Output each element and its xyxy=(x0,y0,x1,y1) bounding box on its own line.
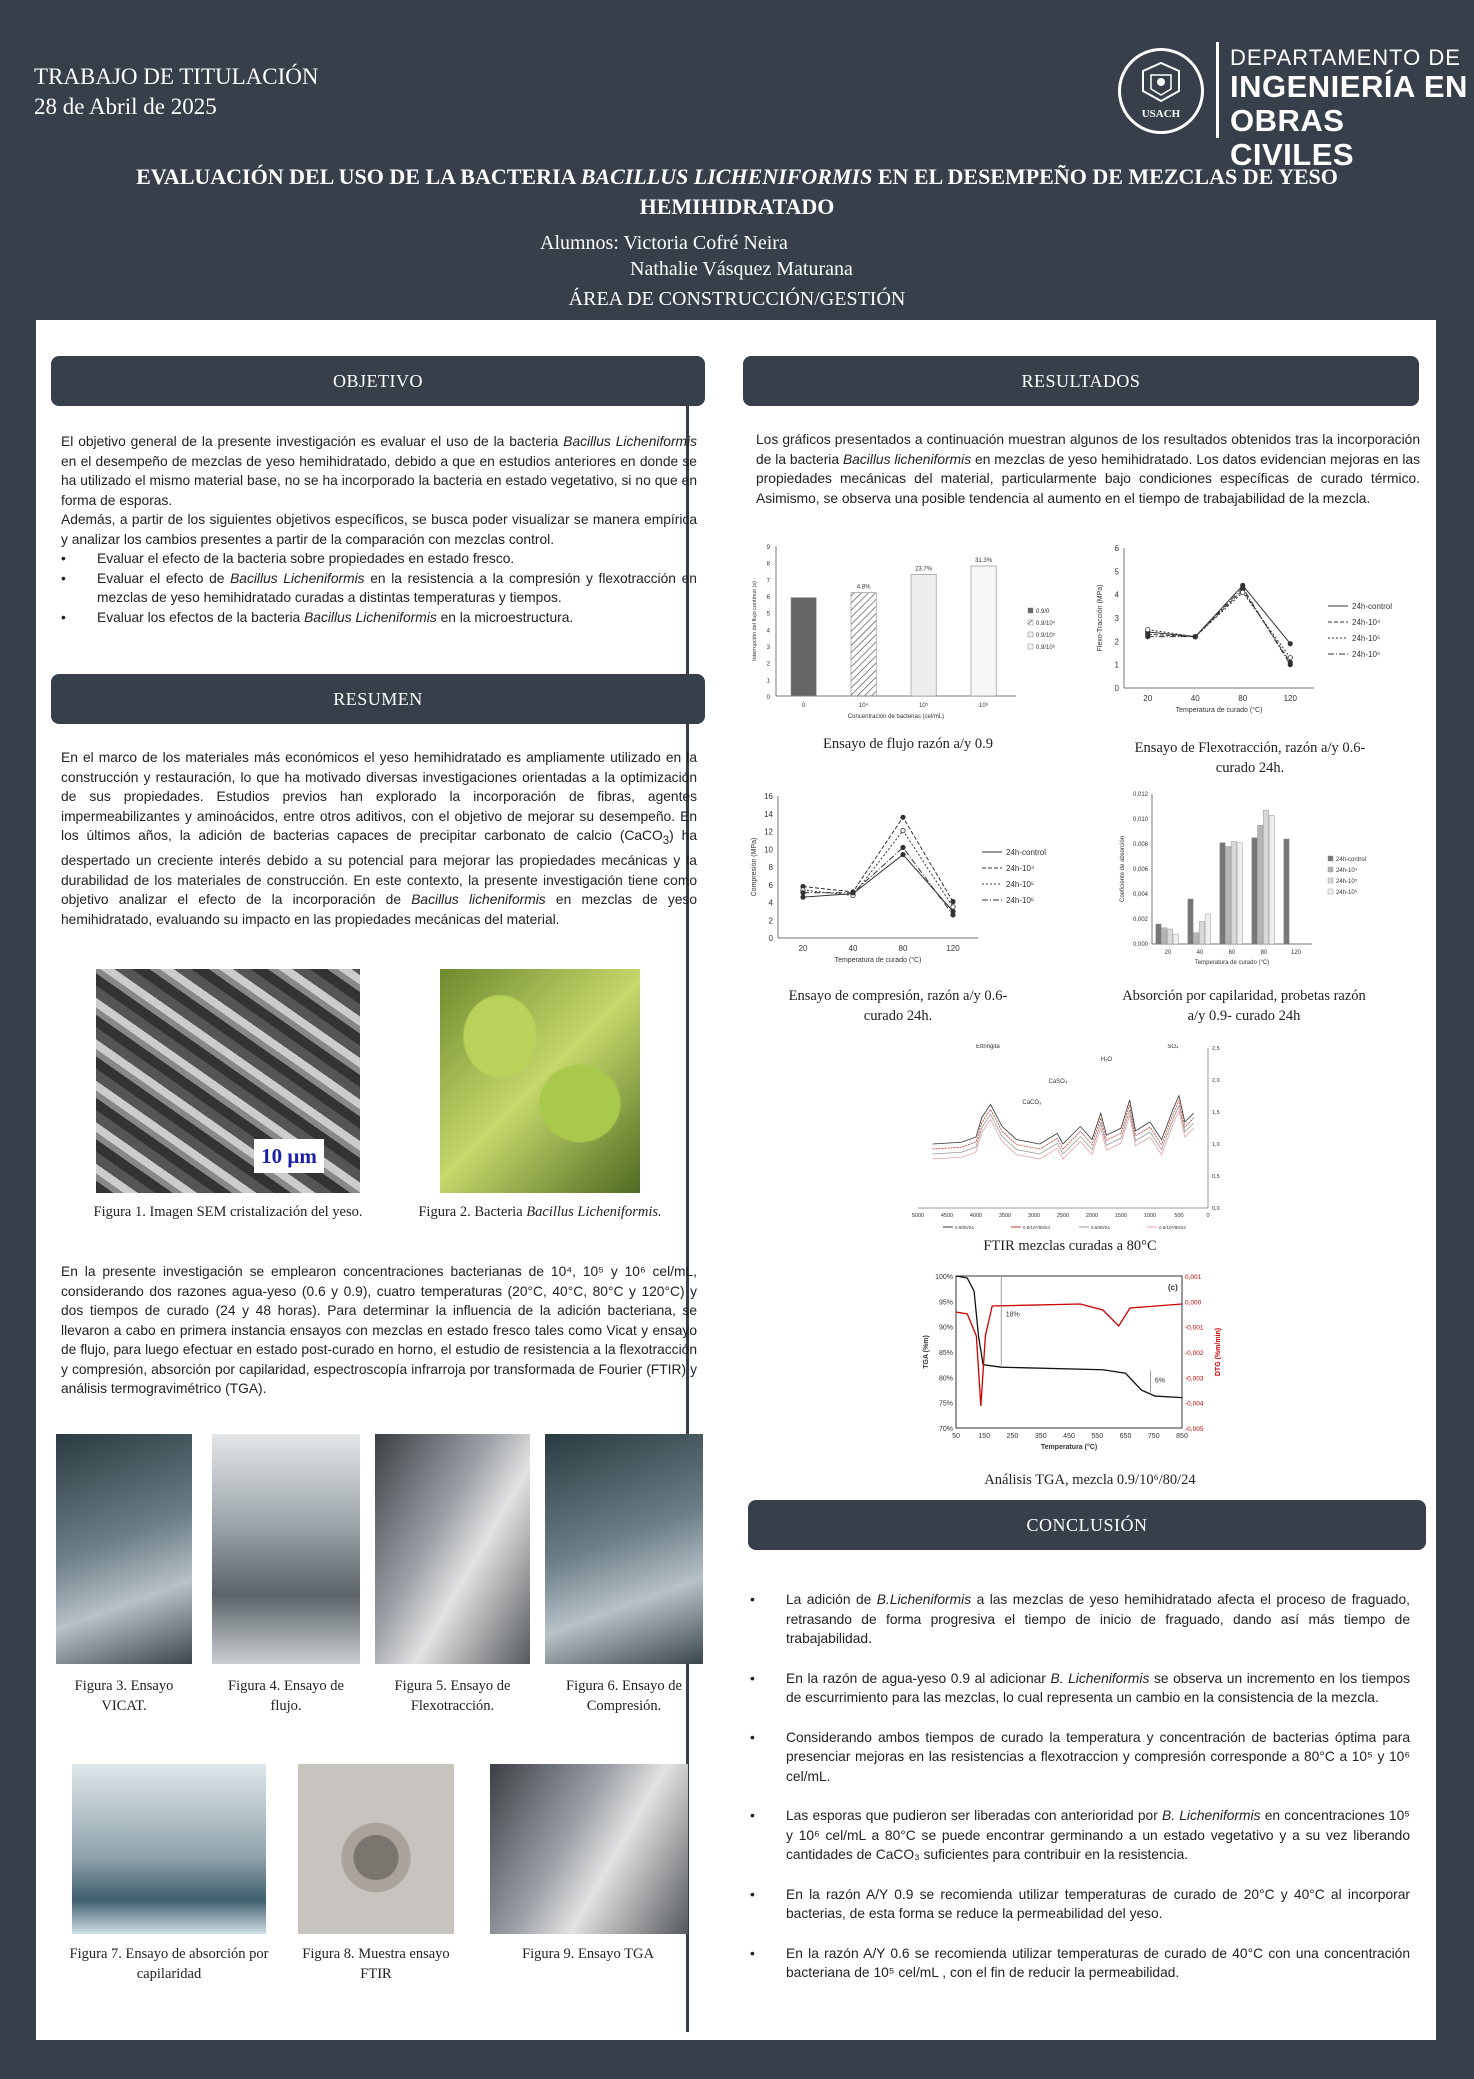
fig5-caption: Figura 5. Ensayo de Flexotracción. xyxy=(394,1678,511,1714)
ch-comp-ytick: 2 xyxy=(768,916,773,926)
ch-comp-ytick: 14 xyxy=(764,809,773,819)
ftir-legend-label: 0.6/10⁶/80/24 xyxy=(1159,1225,1186,1230)
flow-chart xyxy=(746,538,1062,722)
fig4-caption: Figura 4. Ensayo de flujo. xyxy=(228,1678,344,1714)
flow-bar xyxy=(971,566,996,696)
flow-legend-label: 0.9/10⁵ xyxy=(1036,633,1056,639)
abs-xtick: 20 xyxy=(1164,950,1172,956)
tga-ytick: 95% xyxy=(938,1299,953,1307)
resumen-methods-text: En la presente investigación se emplearon concentraciones bacterianas de 10⁴, 10⁵ y 10⁶ cel/mL, considerando dos razones agua-yeso (0.6 y 0.9), cuatro temperaturas (20°C, 40°C, 80°C y 120°C) y dos tiempos de curado (24 y 48 horas). Para determinar la influencia de la adición bacteriana, se llevaron a cabo en primera instancia ensayos con mezclas en estado fresco tales como Vicat y ensayo de flujo, para luego efectuar en estado post-curado en horno, el estudio de resistencia a la flexotracción y compresión, absorción por capilaridad, espectroscopía infrarroja por transformada de Fourier (FTIR) y análisis termogravimétrico (TGA). xyxy=(61,1264,697,1396)
ftir-xtick: 0 xyxy=(1206,1213,1210,1219)
poster-title xyxy=(60,162,1414,222)
ch-flexo-legend-label: 24h-10⁵ xyxy=(1352,634,1381,643)
ch-comp-ytick: 12 xyxy=(764,827,773,837)
tga-y2tick: 0,001 xyxy=(1185,1274,1202,1281)
compression-chart-caption: Ensayo de compresión, razón a/y 0.6-curado 24h. xyxy=(788,988,1008,1024)
student-1: Victoria Cofré Neira xyxy=(623,232,788,254)
seal-text: USACH xyxy=(1141,108,1181,120)
tga-chart-caption: Análisis TGA, mezcla 0.9/10⁶/80/24 xyxy=(984,1472,1196,1488)
tga-xtick: 850 xyxy=(1176,1433,1188,1440)
conclusion-1a: La adición de xyxy=(786,1592,877,1607)
fig2-caption xyxy=(400,1202,680,1222)
ch-flexo-series-line xyxy=(1148,592,1291,657)
objetivo-item-2b: Bacillus Licheniformis xyxy=(230,570,365,586)
resultados-heading: RESULTADOS xyxy=(743,356,1419,406)
ftir-annotation: H₂O xyxy=(1100,1056,1113,1063)
ch-comp-xtick: 20 xyxy=(798,944,808,953)
ftir-xtick: 5000 xyxy=(911,1213,925,1219)
ftir-series-line xyxy=(933,1096,1194,1144)
abs-ytick: 0,010 xyxy=(1132,817,1148,823)
conclusion-list xyxy=(750,1590,1410,1983)
ch-comp-ylabel: Compresión (MPa) xyxy=(751,837,758,897)
flow-xtick: 10⁴ xyxy=(858,703,869,709)
ch-flexo-xtick: 80 xyxy=(1238,694,1248,703)
tga-ylabel: TGA (%m) xyxy=(923,1335,930,1369)
ch-flexo-legend-label: 24h-10⁴ xyxy=(1352,618,1381,627)
abs-xtick: 60 xyxy=(1228,950,1236,956)
conclusion-text xyxy=(750,1590,1410,1983)
objetivo-text xyxy=(61,432,697,627)
abs-bar xyxy=(1220,843,1225,944)
ch-comp-legend-label: 24h-control xyxy=(1006,848,1047,857)
tga-xtick: 550 xyxy=(1091,1433,1104,1440)
ch-flexo-point xyxy=(1288,662,1292,666)
ftir-xtick: 500 xyxy=(1174,1213,1184,1219)
objetivo-p2: Además, a partir de los siguientes objetivos específicos, se busca poder visualizar se manera empírica y analizar los cambios presentes a partir de la comparación con mezclas control. xyxy=(61,512,697,547)
ch-flexo-point xyxy=(1288,655,1292,659)
ch-flexo-point xyxy=(1241,585,1245,589)
abs-legend-swatch xyxy=(1328,856,1333,861)
flow-bar xyxy=(911,574,936,696)
ch-comp-point xyxy=(951,899,955,903)
ch-comp-xtick: 40 xyxy=(848,944,858,953)
flow-data-label: 4.8% xyxy=(856,584,871,591)
objetivo-item-3b: Bacillus Licheniformis xyxy=(304,609,437,625)
flexo-test-photo xyxy=(375,1434,530,1664)
abs-bar xyxy=(1167,929,1172,944)
logo-line-1: DEPARTAMENTO DE xyxy=(1230,45,1461,70)
flow-chart-caption: Ensayo de flujo razón a/y 0.9 xyxy=(823,736,993,752)
ch-comp-point xyxy=(851,891,855,895)
flow-xtick: 0 xyxy=(801,703,806,709)
thesis-label: TRABAJO DE TITULACIÓN xyxy=(34,64,319,89)
fig1-caption: Figura 1. Imagen SEM cristalización del yeso. xyxy=(93,1204,363,1220)
ch-flexo-ytick: 1 xyxy=(1114,660,1119,670)
abs-bar xyxy=(1162,928,1167,944)
objetivo-heading: OBJETIVO xyxy=(51,356,705,406)
ftir-sample-photo xyxy=(298,1764,454,1934)
ch-comp-legend-label: 24h-10⁵ xyxy=(1006,880,1035,889)
ch-flexo-xtick: 120 xyxy=(1283,694,1297,703)
conclusion-item-6: • En la razón A/Y 0.6 se recomienda utilizar temperaturas de curado de 40°C con una concentración bacteriana de 10⁵ cel/mL , con el fin de reducir la permeabilidad. xyxy=(750,1944,1410,1983)
ch-flexo-ylabel: Flexo-Tracción (MPa) xyxy=(1097,584,1104,652)
ch-comp-point xyxy=(901,815,905,819)
date-label: 28 de Abril de 2025 xyxy=(34,94,217,119)
abs-bar xyxy=(1188,899,1193,944)
abs-ytick: 0,012 xyxy=(1132,792,1148,798)
resultados-text xyxy=(756,430,1420,508)
objetivo-p1b: Bacillus Licheniformis xyxy=(563,434,698,449)
abs-legend-label: 24h-10⁵ xyxy=(1336,879,1358,885)
ch-flexo-series-line xyxy=(1148,588,1291,665)
ftir-xtick: 2000 xyxy=(1085,1213,1099,1219)
abs-legend-swatch xyxy=(1328,889,1333,894)
flow-xlabel: Concentración de bacterias (cel/mL) xyxy=(847,714,945,720)
flow-bar xyxy=(791,598,816,696)
area-label: ÁREA DE CONSTRUCCIÓN/GESTIÓN xyxy=(568,288,906,310)
flow-ytick: 9 xyxy=(766,545,770,551)
abs-legend-swatch xyxy=(1328,878,1333,883)
tga-y2tick: -0,001 xyxy=(1185,1324,1204,1332)
ch-comp-xtick: 120 xyxy=(946,944,960,953)
flow-test-photo xyxy=(212,1434,360,1664)
ch-comp-ytick: 0 xyxy=(768,934,773,943)
abs-ytick: 0,008 xyxy=(1132,842,1148,848)
student-2: Nathalie Vásquez Maturana xyxy=(630,258,853,280)
abs-xtick: 120 xyxy=(1290,950,1302,956)
resultados-p1a: Los gráficos presentados a continuación muestran algunos de los resultados obtenidos tras la incorporación de la bacteria xyxy=(756,432,1420,467)
objetivo-p1a: El objetivo general de la presente investigación es evaluar el uso de la bacteria xyxy=(61,434,564,449)
ch-comp-point xyxy=(901,845,905,849)
ch-flexo-point xyxy=(1146,634,1150,638)
flow-legend-swatch xyxy=(1028,644,1033,649)
ch-comp-point xyxy=(801,891,805,895)
tga-curve xyxy=(956,1276,1182,1398)
bacteria-image xyxy=(440,969,640,1193)
objetivo-item-3 xyxy=(61,608,697,628)
tga-y2tick: 0,000 xyxy=(1185,1299,1202,1307)
ftir-xtick: 4000 xyxy=(969,1213,983,1219)
conclusion-item-5: • En la razón A/Y 0.9 se recomienda utilizar temperaturas de curado de 20°C y 40°C al incorporar bacterias, de esta forma se reduce la permeabilidad del yeso. xyxy=(750,1885,1410,1924)
ftir-xtick: 3000 xyxy=(1027,1213,1041,1219)
tga-y2tick: -0,004 xyxy=(1185,1400,1204,1408)
logo-line-3: OBRAS CIVILES xyxy=(1230,103,1355,172)
title-part-a: EVALUACIÓN DEL USO DE LA BACTERIA xyxy=(136,164,581,189)
abs-legend-label: 24h-10⁴ xyxy=(1336,868,1358,874)
flow-ytick: 4 xyxy=(766,628,770,635)
flow-ytick: 1 xyxy=(766,678,770,685)
abs-xtick: 40 xyxy=(1196,950,1204,956)
conclusion-item-2 xyxy=(750,1669,1410,1708)
abs-bar xyxy=(1199,922,1204,945)
abs-bar xyxy=(1173,934,1178,944)
tga-xtick: 250 xyxy=(1006,1433,1019,1440)
resultados-p1b: Bacillus licheniformis xyxy=(842,451,972,467)
ch-tga-svg xyxy=(914,1270,1224,1462)
ftir-xtick: 1500 xyxy=(1114,1213,1128,1219)
conclusion-2a: En la razón de agua-yeso 0.9 al adicionar xyxy=(786,1670,1051,1686)
tga-ytick: 80% xyxy=(938,1375,953,1383)
ftir-chart-caption: FTIR mezclas curadas a 80°C xyxy=(983,1238,1157,1254)
ch-comp-series-line xyxy=(803,817,953,901)
ch-comp-point xyxy=(951,913,955,917)
ch-comp-legend-label: 24h-10⁴ xyxy=(1006,864,1035,873)
ch-flexo-legend-label: 24h-control xyxy=(1352,602,1393,611)
abs-bar xyxy=(1231,842,1236,945)
fig9-caption: Figura 9. Ensayo TGA xyxy=(522,1946,654,1962)
ftir-series-line xyxy=(933,1106,1194,1154)
ch-comp-ytick: 16 xyxy=(764,792,773,801)
conclusion-item-4 xyxy=(750,1806,1410,1865)
header-info xyxy=(34,62,319,122)
ch-comp-legend-label: 24h-10⁶ xyxy=(1006,896,1035,905)
tga-xtick: 350 xyxy=(1034,1433,1047,1440)
objetivo-list xyxy=(61,549,697,627)
ch-comp-point xyxy=(901,852,905,856)
resumen-p1e: en mezclas de yeso hemihidratado, evaluando su impacto en las propiedades mecánicas del material. xyxy=(61,892,697,927)
flow-bar xyxy=(851,593,876,696)
abs-bar xyxy=(1263,810,1268,944)
ftir-ytick: 1,5 xyxy=(1212,1110,1220,1116)
ch-flexo-ytick: 3 xyxy=(1114,614,1119,623)
compression-test-photo xyxy=(545,1434,703,1664)
ch-comp-ytick: 8 xyxy=(768,863,773,872)
ch-flexo-svg xyxy=(1096,544,1416,718)
flow-ytick: 3 xyxy=(766,645,770,651)
ch-comp-xtick: 80 xyxy=(898,944,908,953)
tga-plot-frame xyxy=(956,1276,1182,1428)
abs-ytick: 0,002 xyxy=(1132,917,1148,923)
abs-ytick: 0,000 xyxy=(1132,942,1148,948)
conclusion-item-3: • Considerando ambos tiempos de curado la temperatura y concentración de bacterias óptima para presenciar mejoras en las resistencias a flexotraccion y compresión corresponde a 80°C a 10⁵ y 10⁶ cel/mL. xyxy=(750,1728,1410,1787)
ftir-annotation: Ettringita xyxy=(976,1044,1000,1050)
ch-comp-point xyxy=(901,828,905,832)
resumen-text xyxy=(61,748,697,929)
absorption-chart xyxy=(1112,788,1386,976)
conclusion-2b: B. Licheniformis xyxy=(1050,1670,1150,1686)
tga-y2tick: -0,002 xyxy=(1185,1350,1204,1357)
abs-legend-label: 24h-control xyxy=(1336,857,1367,863)
capillarity-photo xyxy=(72,1764,266,1934)
ch-flexo-ytick: 2 xyxy=(1114,637,1119,647)
tga-ytick: 85% xyxy=(938,1350,953,1357)
ch-flexo-xlabel: Temperatura de curado (°C) xyxy=(1175,707,1263,714)
resumen-p1d: Bacillus licheniformis xyxy=(411,892,546,908)
tga-xtick: 50 xyxy=(952,1433,960,1440)
abs-bar xyxy=(1226,847,1231,945)
flow-ytick: 2 xyxy=(766,661,770,668)
flow-xtick: 10⁵ xyxy=(919,703,929,709)
resumen-p1a: En el marco de los materiales más económicos el yeso hemihidratado es ampliamente utilizado en la construcción y restauración, lo que ha motivado diversas investigaciones orientadas a la optimización de sus propiedades. Estudios previos han explorado la incorporación de fibras, agentes impermeabilizantes y aminoácidos, entre otros aditivos, con el objetivo de mejorar su desempeño. En los últimos años, la adición de bacterias capaces de precipitar carbonato de calcio (CaCO xyxy=(61,750,697,843)
tga-ytick: 75% xyxy=(938,1400,953,1408)
flow-ytick: 8 xyxy=(766,561,770,568)
flow-xtick: 10⁶ xyxy=(979,703,989,709)
conclusion-4c: en concentraciones 10⁵ y 10⁶ cel/mL a 80°C se puede encontrar germinando a un estado vegetativo y a su vez liberando cantidades de CaCO₃ suficientes para contribuir en la resistencia. xyxy=(786,1808,1410,1862)
ch-flexo-xtick: 20 xyxy=(1143,694,1153,703)
ch-comp-svg xyxy=(746,790,1068,980)
abs-bar xyxy=(1252,838,1257,944)
scale-bar-label: 10 μm xyxy=(254,1139,324,1173)
tga-xtick: 750 xyxy=(1147,1433,1160,1440)
objetivo-item-2a: Evaluar el efecto de xyxy=(97,570,231,586)
ftir-xtick: 4500 xyxy=(940,1213,954,1219)
ch-comp-xlabel: Temperatura de curado (°C) xyxy=(834,957,922,964)
flow-data-label: 31.3% xyxy=(975,558,993,564)
students xyxy=(540,230,853,282)
ch-flexo-point xyxy=(1288,641,1292,645)
abs-legend-label: 24h-10⁶ xyxy=(1336,890,1358,896)
objetivo-item-3a: Evaluar los efectos de la bacteria xyxy=(97,609,305,625)
tga-xtick: 150 xyxy=(978,1433,991,1440)
fig7-caption: Figura 7. Ensayo de absorción por capilaridad xyxy=(69,1946,269,1982)
tga-xtick: 450 xyxy=(1063,1433,1075,1440)
ftir-ytick: 0,5 xyxy=(1212,1174,1220,1180)
ch-flujo-svg xyxy=(746,538,1062,722)
ch-comp-point xyxy=(801,895,805,899)
abs-bar xyxy=(1194,933,1199,944)
ftir-legend-label: 0.9/80/24 xyxy=(955,1225,974,1230)
ch-flexo-point xyxy=(1193,634,1197,638)
abs-xtick: 80 xyxy=(1260,950,1268,956)
tga-photo xyxy=(490,1764,688,1934)
abs-bar xyxy=(1258,825,1263,944)
ch-flexo-legend-label: 24h-10⁶ xyxy=(1352,650,1381,659)
flow-ylabel: Interrupción del flujo continuo (s) xyxy=(752,581,758,661)
ftir-annotation: CaCO₃ xyxy=(1022,1100,1042,1106)
tga-y2tick: -0,003 xyxy=(1185,1375,1204,1383)
ftir-annotation: SO₄ xyxy=(1167,1044,1179,1050)
abs-bar xyxy=(1156,924,1161,944)
tga-panel-label: (c) xyxy=(1168,1283,1178,1292)
flow-legend-swatch xyxy=(1028,632,1033,637)
ch-comp-ytick: 10 xyxy=(764,845,773,855)
objetivo-item-1: • Evaluar el efecto de la bacteria sobre propiedades en estado fresco. xyxy=(61,549,697,569)
ftir-legend-label: 0.9/10⁴/80/24 xyxy=(1023,1225,1050,1230)
conclusion-2c: se observa un incremento en los tiempos de escurrimiento para las mezclas, lo cual representa un cambio en la consistencia de la mezcla. xyxy=(786,1670,1410,1705)
ch-flexo-ytick: 4 xyxy=(1114,590,1119,600)
logo-divider xyxy=(1216,42,1219,138)
ftir-xtick: 1000 xyxy=(1143,1213,1157,1219)
ftir-series-line xyxy=(933,1101,1194,1149)
vicat-photo xyxy=(56,1434,192,1664)
department-logo xyxy=(1230,46,1474,172)
flow-ytick: 5 xyxy=(766,611,770,618)
ch-flexo-ytick: 0 xyxy=(1114,684,1119,693)
tga-annotation-6: 6% xyxy=(1154,1377,1166,1385)
abs-legend-swatch xyxy=(1328,867,1333,872)
tga-y2label: DTG (%m/min) xyxy=(1215,1327,1222,1377)
ch-comp-point xyxy=(951,905,955,909)
ch-comp-ytick: 6 xyxy=(768,880,773,890)
tga-chart xyxy=(914,1270,1224,1462)
flow-ytick: 0 xyxy=(766,695,770,701)
conclusion-4a: Las esporas que pudieron ser liberadas con anterioridad por xyxy=(786,1808,1162,1823)
flow-legend-swatch xyxy=(1028,620,1033,625)
ftir-ytick: 1,0 xyxy=(1212,1142,1220,1148)
ch-flexo-point xyxy=(1146,627,1150,631)
compression-chart xyxy=(746,790,1068,980)
fig2-caption-a: Figura 2. Bacteria xyxy=(418,1204,527,1220)
flow-ytick: 6 xyxy=(766,595,770,601)
ftir-chart xyxy=(910,1044,1238,1238)
ftir-ytick: 0,0 xyxy=(1212,1206,1220,1212)
ftir-legend-label: 0.6/80/24 xyxy=(1091,1225,1110,1230)
university-seal-icon xyxy=(1118,48,1204,134)
dtg-curve xyxy=(956,1304,1182,1406)
ftir-ytick: 2,0 xyxy=(1212,1078,1220,1084)
ch-comp-series-line xyxy=(803,847,953,914)
ftir-xtick: 3500 xyxy=(998,1213,1012,1219)
objetivo-item-2c: en la resistencia a la compresión y flexotracción en mezclas de yeso hemihidratado curadas a distintas temperaturas y tiempos. xyxy=(97,570,697,605)
tga-ytick: 70% xyxy=(938,1426,953,1433)
students-label: Alumnos: xyxy=(540,232,619,254)
abs-bar xyxy=(1269,815,1274,944)
ch-comp-ytick: 4 xyxy=(768,898,773,908)
tga-xlabel: Temperatura (°C) xyxy=(1040,1444,1098,1451)
conclusion-1b: B.Licheniformis xyxy=(876,1592,972,1607)
flow-ytick: 7 xyxy=(766,578,770,585)
sem-image xyxy=(96,969,360,1193)
ch-flexo-xtick: 40 xyxy=(1190,694,1200,703)
flow-legend-swatch xyxy=(1028,608,1033,613)
abs-bar xyxy=(1237,843,1242,944)
flow-legend-label: 0.9/10⁴ xyxy=(1036,621,1056,627)
resumen-p1c: ) ha despertado un creciente interés debido a su potencial para mejorar las propiedades mecánicas y la durabilidad de los materiales de construcción. En este contexto, la presente investigación tiene como objetivo analizar el efecto de la incorporación de xyxy=(61,828,697,908)
ftir-series-line xyxy=(933,1111,1194,1159)
objetivo-item-3c: en la microestructura. xyxy=(436,609,574,625)
ch-flexo-ytick: 6 xyxy=(1114,544,1119,553)
tga-y2tick: -0,005 xyxy=(1185,1426,1204,1433)
abs-xlabel: Temperatura de curado (°C) xyxy=(1194,960,1270,966)
resumen-heading: RESUMEN xyxy=(51,674,705,724)
logo-line-2: INGENIERÍA EN xyxy=(1230,69,1468,104)
fig6-caption: Figura 6. Ensayo de Compresión. xyxy=(566,1678,682,1714)
ch-flexo-series-line xyxy=(1148,590,1291,662)
abs-bar xyxy=(1284,839,1289,944)
abs-ylabel: Coeficiente de absorción xyxy=(1120,835,1126,903)
abs-ytick: 0,006 xyxy=(1132,867,1148,873)
abs-ytick: 0,004 xyxy=(1132,892,1148,898)
ftir-ytick: 2,5 xyxy=(1212,1046,1220,1052)
objetivo-item-2 xyxy=(61,569,697,608)
conclusion-heading: CONCLUSIÓN xyxy=(748,1500,1426,1550)
ch-ftir-svg xyxy=(910,1044,1238,1238)
flow-data-label: 23.7% xyxy=(915,566,933,573)
tga-ytick: 90% xyxy=(938,1324,953,1332)
fig3-caption: Figura 3. Ensayo VICAT. xyxy=(74,1678,174,1714)
objetivo-p1c: en el desempeño de mezclas de yeso hemihidratado, debido a que en estudios anteriores en donde se ha utilizado el mismo material base, no se ha incorporado la bacteria en estado vegetativo, si no que en forma de esporas. xyxy=(61,453,697,508)
resultados-p1c: en mezclas de yeso hemihidratado. Los datos evidencian mejoras en las propiedades mecánicas del material, particularmente bajo condiciones específicas de curado térmico. Asimismo, se observa una posible tendencia al aumento en el tiempo de trabajabilidad de la mezcla. xyxy=(756,451,1421,506)
tga-ytick: 100% xyxy=(935,1274,953,1281)
ftir-xtick: 2500 xyxy=(1056,1213,1070,1219)
title-part-b: BACILLUS LICHENIFORMIS xyxy=(580,164,873,189)
flexo-chart xyxy=(1096,544,1416,718)
flow-legend-label: 0.9/10⁶ xyxy=(1036,645,1056,651)
conclusion-item-1 xyxy=(750,1590,1410,1649)
ch-flexo-ytick: 5 xyxy=(1114,567,1119,577)
tga-xtick: 650 xyxy=(1119,1433,1132,1440)
flow-legend-label: 0.9/0 xyxy=(1036,609,1050,615)
conclusion-4b: B. Licheniformis xyxy=(1162,1808,1261,1823)
tga-annotation-18: 18% xyxy=(1005,1311,1020,1319)
title-part-c: EN EL DESEMPEÑO DE MEZCLAS DE YESO HEMIHIDRATADO xyxy=(639,164,1338,219)
ch-flexo-point xyxy=(1241,590,1245,594)
abs-bar xyxy=(1205,914,1210,944)
ftir-annotation: CaSO₄ xyxy=(1048,1079,1068,1086)
absorption-chart-caption: Absorción por capilaridad, probetas razón a/y 0.9- curado 24h xyxy=(1122,988,1366,1024)
conclusion-1c: a las mezclas de yeso hemihidratado afecta el proceso de fraguado, retrasando de forma progresiva el tiempo de inicio de fraguado, dando así más tiempo de trabajabilidad. xyxy=(786,1592,1410,1646)
ch-abs-svg xyxy=(1112,788,1386,976)
flexo-chart-caption: Ensayo de Flexotracción, razón a/y 0.6-curado 24h. xyxy=(1134,740,1366,776)
resumen-p1b: 3 xyxy=(662,834,670,847)
fig2-caption-b: Bacillus Licheniformis. xyxy=(526,1204,662,1220)
fig8-caption: Figura 8. Muestra ensayo FTIR xyxy=(302,1946,450,1982)
